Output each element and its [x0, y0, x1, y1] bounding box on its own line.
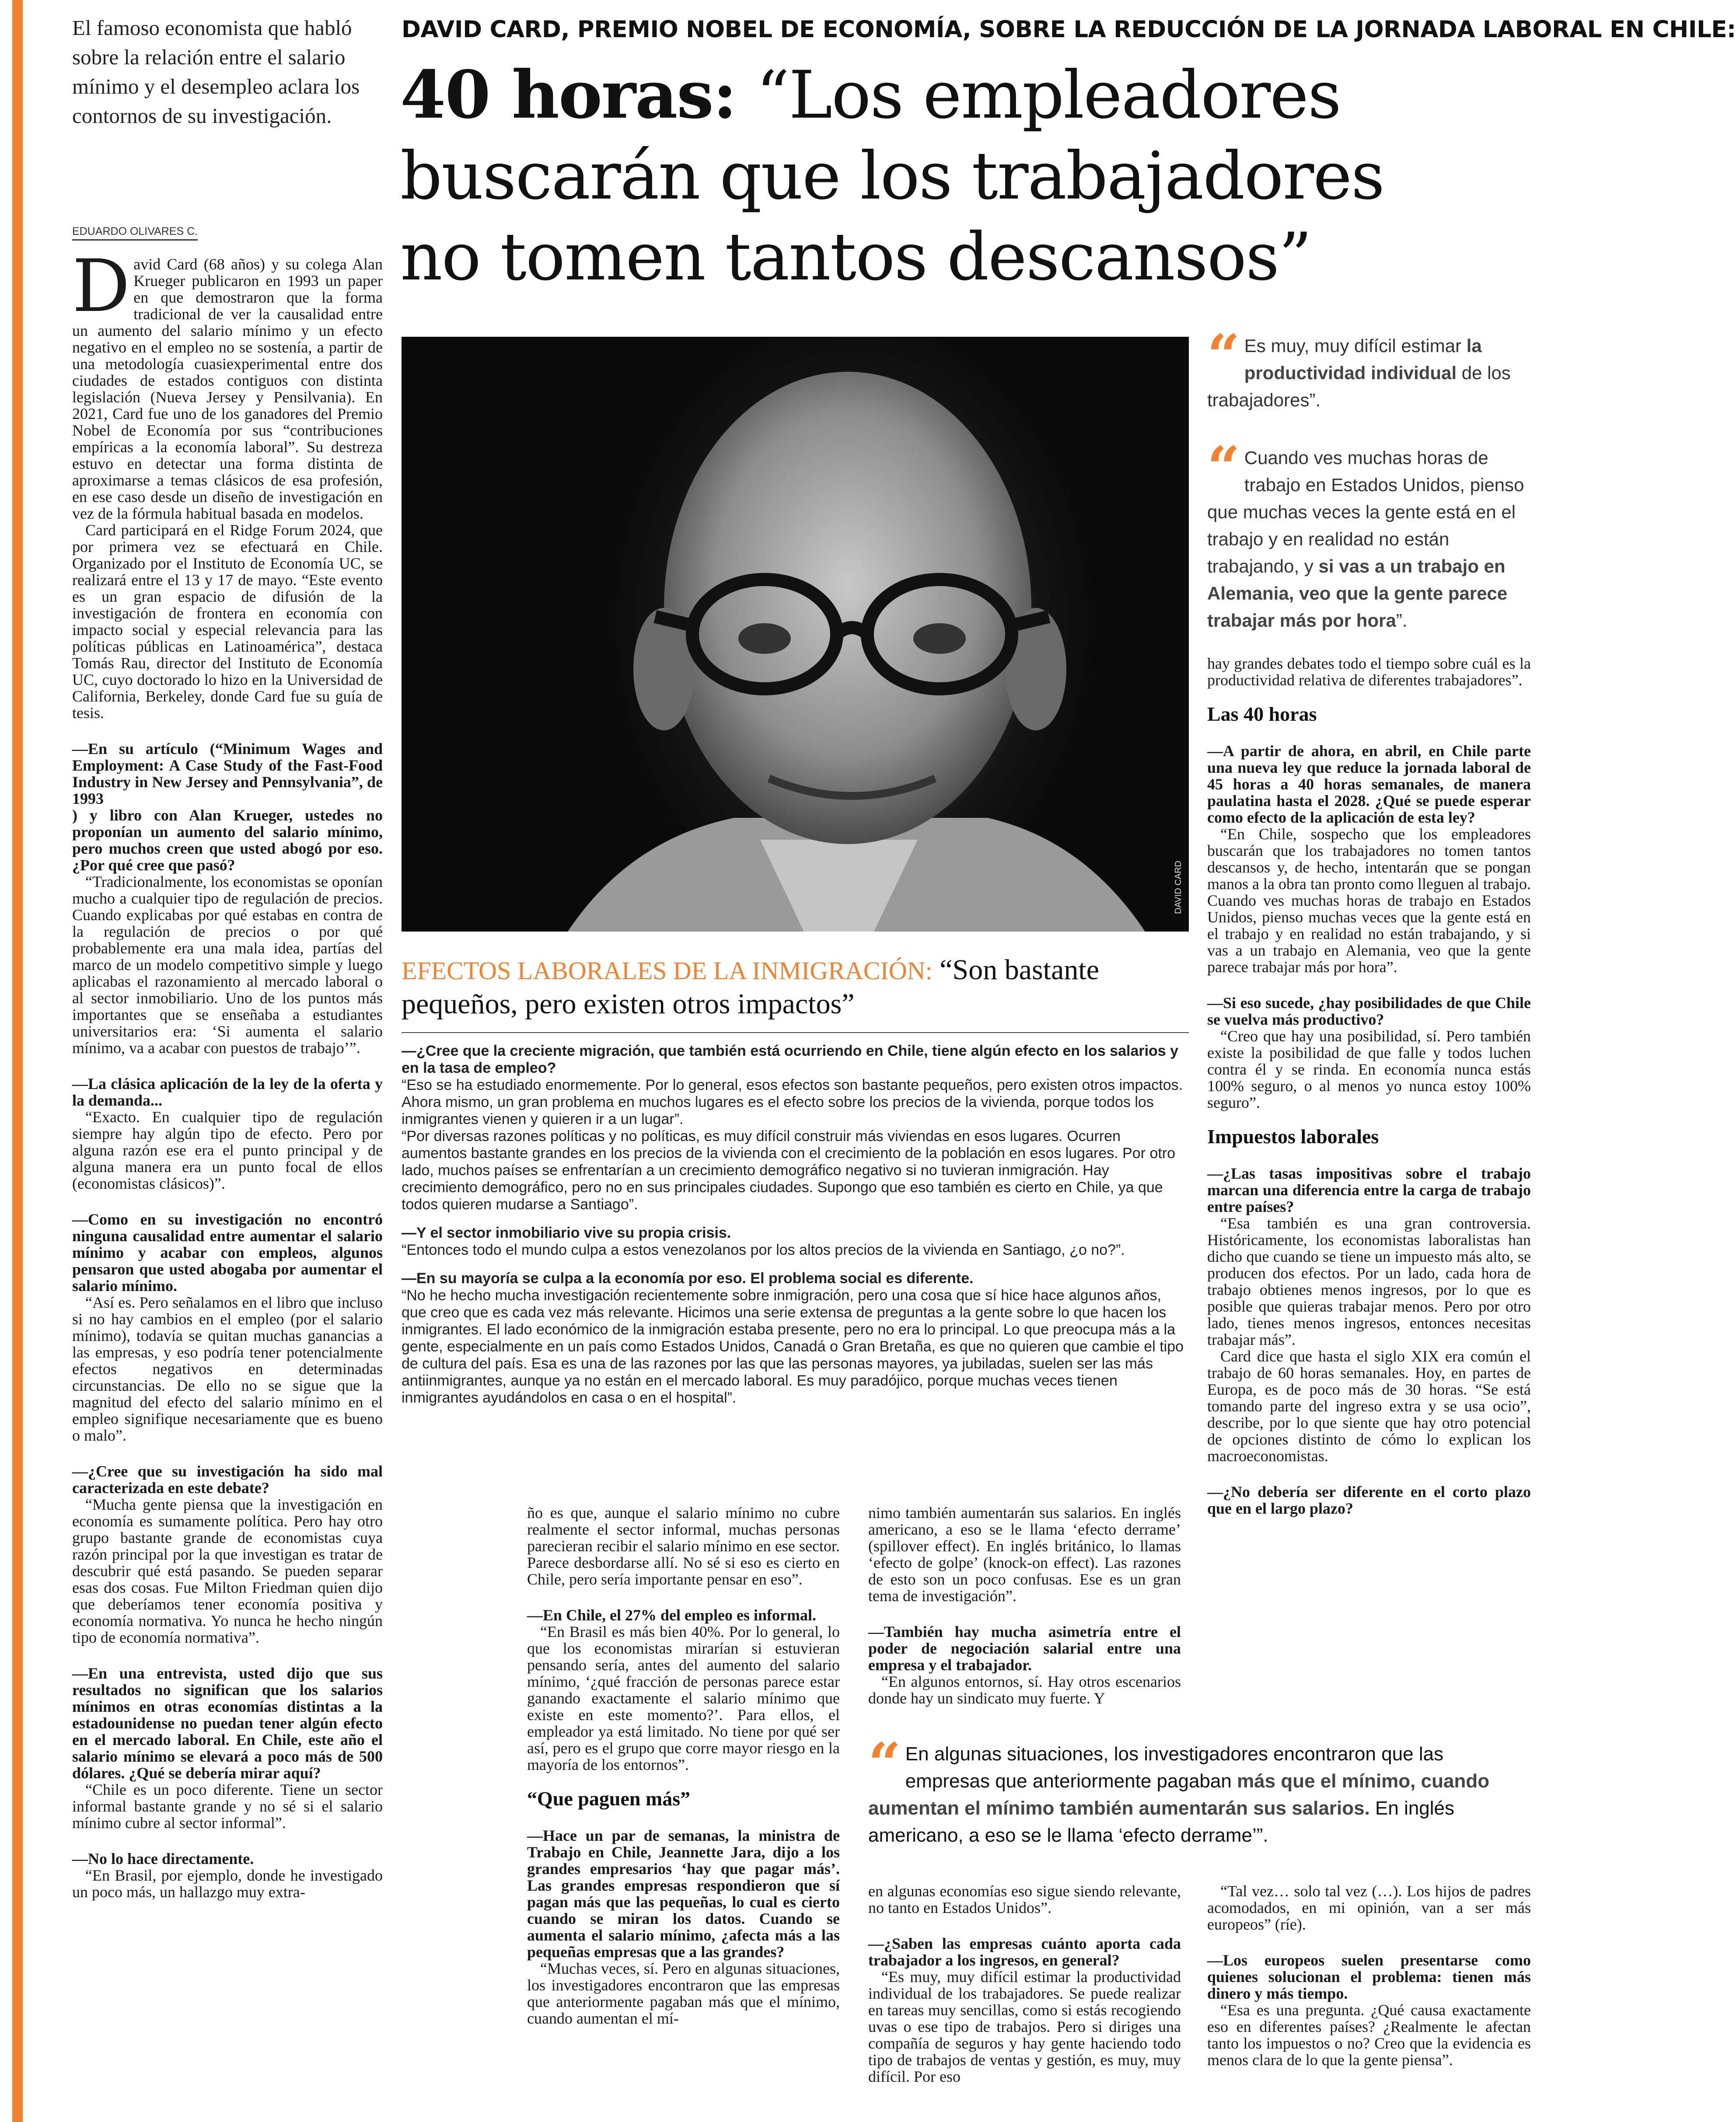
box-answer: “Eso se ha estudiado enormemente. Por lo general, esos efectos son bastante pequeños, pero existen otros impactos. Ahora mismo, un gran problema en muchos lugares es el efecto sobre los precios de la vivienda, porque todos los inmigrantes vienen y quieren ir a un lugar”.: [402, 1077, 1183, 1127]
column-2: [527, 1504, 840, 2027]
pull-quote-text: En algunas situaciones, los investigadores encontraron que las empresas que anteriormente pagaban: [905, 1743, 1444, 1792]
pull-quote-highlight: más que el mínimo, cuando aumentan el mínimo también aumentarán sus salarios.: [868, 1770, 1490, 1819]
question: —Hace un par de semanas, la ministra de Trabajo en Chile, Jeannette Jara, dijo a los grandes empresarios ‘hay que pagar más’. Las grandes empresas respondieron que sí pagan más que las pequeñas, lo cual es cierto cuando se miran los datos. Cuando se aumenta el salario mínimo, ¿afecta más a las pequeñas empresas que a las grandes?: [527, 1827, 840, 1961]
box-question: —¿Cree que la creciente migración, que también está ocurriendo en Chile, tiene algún efecto en los salarios y en la tasa de empleo?: [402, 1043, 1179, 1076]
box-answer: “No he hecho mucha investigación recientemente sobre inmigración, pero una cosa que sí hice hace algunos años, que creo que es cada vez más relevante. Hicimos una serie extensa de preguntas a la gente sobre lo que hacen los inmigrantes. El lado económico de la inmigración estaba presente, pero no era lo principal. Lo que preocupa más a la gente, especialmente en un país como Estados Unidos, Canadá o Gran Bretaña, es que no quieren que cambie el tipo de cultura del país. Esa es una de las razones por las que las personas mayores, ya jubiladas, suelen ser las más antiinmigrantes, aunque ya no están en el mercado laboral. Es muy paradójico, porque muchas veces tienen inmigrantes ayudándolos en casa o en el hospital”.: [402, 1287, 1184, 1406]
question-continued: ) y libro con Alan Krueger, ustedes no proponían un aumento del salario mínimo, pero muchos creen que usted abogó por eso. ¿Por qué cree que pasó?: [72, 806, 383, 874]
pull-quote: [868, 1730, 1533, 1849]
headline-quote: “Los empleadores buscarán que los trabajadores no tomen tantos descansos”: [400, 57, 1384, 295]
box-rule: [402, 1032, 1189, 1033]
article-intro: El famoso economista que habló sobre la relación entre el salario mínimo y el desempleo aclara los contornos de su investigación.: [72, 16, 360, 128]
question: —¿Cree que su investigación ha sido mal caracterizada en este debate?: [72, 1462, 383, 1497]
answer-continued: nimo también aumentarán sus salarios. En inglés americano, a eso se le llama ‘efecto derrame’ (spillover effect). En inglés británico, lo llamas ‘efecto de golpe’ (knock-on effect). Las razones de esto son un poco confusas. Ese es un gran tema de investigación”.: [868, 1504, 1181, 1605]
subheading: Impuestos laborales: [1207, 1125, 1379, 1148]
col1-lead-paragraph: avid Card (68 años) y su colega Alan Krueger publicaron en 1993 un paper en que demostraron que la forma tradicional de ver la causalidad entre un aumento del salario mínimo y un efecto negativo en el empleo no se sostenía, a partir de una metodología cuasiexperimental entre dos ciudades de estados contiguos con distinta legislación (Nueva Jersey y Pensilvania). En 2021, Card fue uno de los ganadores del Premio Nobel de Economía por sus “contribuciones empíricas a la economía laboral”. Su destreza estuvo en detectar una forma distinta de aproximarse a temas clásicos de esa profesión, en ese caso desde un diseño de investigación en vez de la fórmula habitual basada en modelos.: [72, 255, 383, 522]
pull-quote-hours: [1207, 434, 1531, 634]
subheading: “Que paguen más”: [527, 1787, 691, 1810]
question: —Si eso sucede, ¿hay posibilidades de que Chile se vuelva más productivo?: [1207, 994, 1531, 1028]
pull-quote-text: Es muy, muy difícil estimar: [1244, 335, 1467, 356]
answer: “Esa también es una gran controversia. Históricamente, los economistas laboralistas han dicho que cuando se tiene un impuesto más alto, se producen dos efectos. Por un lado, cada hora de trabajo obtienes menos ingresos, por lo que es posible que quieras trabajar menos. Pero por otro lado, tienes menos ingresos, entonces necesitas trabajar más”.: [1207, 1215, 1531, 1348]
answer: “En Chile, sospecho que los empleadores buscarán que los trabajadores no tomen tantos descansos y, de hecho, intentarán que se pongan manos a la obra tan pronto como lleguen al trabajo. Cuando ves muchas horas de trabajo en Estados Unidos, pienso muchas veces que la gente está en el trabajo y en realidad no están trabajando, y si vas a un trabajo en Alemania, veo que la gente parece trabajar más por hora”.: [1207, 825, 1531, 976]
question: —También hay mucha asimetría entre el poder de negociación salarial entre una empresa y el trabajador.: [868, 1623, 1181, 1674]
answer: “Así es. Pero señalamos en el libro que incluso si no hay cambios en el empleo (por el salario mínimo), todavía se quitan muchas ganancias a las empresas, y eso podría tener potencialmente efectos negativos en determinadas circunstancias. De ello no se sigue que la magnitud del efecto del salario mínimo en el empleo signifique necesariamente que es bueno o malo”.: [72, 1294, 383, 1444]
question: —En su artículo (“Minimum Wages and Employment: A Case Study of the Fast-Food Industry in New Jersey and Pennsylvania”, de 1993: [72, 740, 383, 807]
portrait-photo: [402, 337, 1189, 932]
headline: [400, 55, 1450, 298]
question: —Como en su investigación no encontró ninguna causalidad entre aumentar el salario mínimo y acabar con empleos, algunos pensaron que usted abogaba por aumentar el salario mínimo.: [72, 1211, 383, 1295]
answer-continued: hay grandes debates todo el tiempo sobre cuál es la productividad relativa de diferentes trabajadores”.: [1207, 655, 1531, 689]
col1-paragraph-2: Card participará en el Ridge Forum 2024, que por primera vez se efectuará en Chile. Organizado por el Instituto de Economía UC, se realizará entre el 13 y 17 de mayo. “Este evento es un gran espacio de difusión de la investigación de frontera en economía con impacto social y especial relevancia para las políticas públicas en Latinoamérica”, destaca Tomás Rau, director del Instituto de Economía UC, cuyo doctorado lo hizo en la Universidad de California, Berkeley, donde Card fue su guía de tesis.: [72, 521, 383, 722]
question: —Los europeos suelen presentarse como quienes solucionan el problema: tienen más dinero y más tiempo.: [1207, 1951, 1531, 2002]
box-title: [402, 953, 1189, 1021]
box-label: EFECTOS LABORALES DE LA INMIGRACIÓN:: [402, 956, 933, 985]
question: —La clásica aplicación de la ley de la oferta y la demanda...: [72, 1075, 383, 1109]
question: —¿Saben las empresas cuánto aporta cada trabajador a los ingresos, en general?: [868, 1935, 1181, 1969]
answer: “Chile es un poco diferente. Tiene un sector informal bastante grande y no sé si el salario mínimo cubre al sector informal”.: [72, 1781, 383, 1832]
quote-mark-icon: “: [868, 1730, 901, 1797]
column-3-lower: [868, 1883, 1181, 2085]
byline: EDUARDO OLIVARES C.: [72, 225, 198, 241]
answer-continued: ño es que, aunque el salario mínimo no cubre realmente el sector informal, muchas personas parecieran recibir el salario mínimo en ese sector. Parece desbordarse allí. No sé si eso es cierto en Chile, pero sería importante pensar en eso”.: [527, 1504, 840, 1588]
pull-quote-text-end: ”.: [1396, 610, 1408, 631]
box-quote: “Son bastante pequeños, pero existen otros impactos”: [402, 954, 1100, 1020]
box-question: —Y el sector inmobiliario vive su propia crisis.: [402, 1225, 731, 1241]
pull-quote-text: Cuando ves muchas horas de trabajo en Estados Unidos, pienso que muchas veces la gente está en el trabajo y en realidad no están trabajando, y: [1207, 447, 1524, 576]
answer: “Creo que hay una posibilidad, sí. Pero también existe la posibilidad de que falle y todos luchen contra él y se rinda. En economía nunca estás 100% seguro, o al menos yo nunca estoy 100% seguro”.: [1207, 1027, 1531, 1111]
answer: “Es muy, muy difícil estimar la productividad individual de los trabajadores. Se puede realizar en tareas muy sencillas, como si estás recogiendo uvas o ese tipo de trabajos. Pero si diriges una compañía de seguros y hay gente haciendo todo tipo de trabajos de ventas y gestión, es muy, muy difícil. Por eso: [868, 1968, 1181, 2085]
box-question: —En su mayoría se culpa a la economía por eso. El problema social es diferente.: [402, 1270, 974, 1287]
box-answer: “Entonces todo el mundo culpa a estos venezolanos por los altos precios de la vivienda en Santiago, ¿o no?”.: [402, 1242, 1125, 1258]
answer-continued: en algunas economías eso sigue siendo relevante, no tanto en Estados Unidos”.: [868, 1882, 1181, 1916]
kicker: DAVID CARD, PREMIO NOBEL DE ECONOMÍA, SOBRE LA REDUCCIÓN DE LA JORNADA LABORAL EN CHILE:: [402, 16, 1736, 43]
pull-quote-text-end: En inglés americano, a eso se le llama ‘efecto derrame’”.: [868, 1797, 1455, 1846]
question: —No lo hace directamente.: [72, 1850, 254, 1867]
headline-lead: 40 horas:: [400, 56, 737, 133]
question: —¿No debería ser diferente en el corto plazo que en el largo plazo?: [1207, 1483, 1531, 1517]
subheading: Las 40 horas: [1207, 703, 1317, 725]
quote-mark-icon: “: [1207, 322, 1240, 389]
answer: “En Brasil, por ejemplo, donde he investigado un poco más, un hallazgo muy extra-: [72, 1867, 383, 1901]
right-column-lower: [1207, 1883, 1531, 2068]
question: —A partir de ahora, en abril, en Chile parte una nueva ley que reduce la jornada laboral de 45 horas a 40 horas semanales, de manera paulatina hasta el 2028. ¿Qué se puede esperar como efecto de la aplicación de esta ley?: [1207, 742, 1531, 826]
question: —En Chile, el 27% del empleo es informal.: [527, 1606, 816, 1624]
question: —¿Las tasas impositivas sobre el trabajo marcan una diferencia entre la carga de trabajo entre países?: [1207, 1165, 1531, 1215]
answer: “Tradicionalmente, los economistas se oponían mucho a cualquier tipo de regulación de precios. Cuando explicabas por qué estabas en contra de la regulación de precios o por qué probablemente era una mala idea, partías del marco de un modelo competitivo simple y luego aplicabas el razonamiento al mercado laboral o al sector inmobiliario. Uno de los puntos más importantes que se enseñaba a estudiantes universitarios era: ‘Si aumenta el salario mínimo, va a acabar con puestos de trabajo’”.: [72, 873, 383, 1057]
answer: “Esa es una pregunta. ¿Qué causa exactamente eso en diferentes países? ¿Realmente le afectan tanto los impuestos o no? Creo que la evidencia es menos clara de lo que la gente piensa”.: [1207, 2001, 1531, 2069]
answer: “Exacto. En cualquier tipo de regulación siempre hay algún tipo de efecto. Pero por alguna razón ese era el punto principal y de alguna manera era un punto focal de ellos (economistas clásicos)”.: [72, 1108, 383, 1192]
pull-quote-highlight: la productividad individual: [1244, 335, 1482, 383]
box-answer: “Por diversas razones políticas y no políticas, es muy difícil construir más viviendas en esos lugares. Ocurren aumentos bastante grandes en los precios de la vivienda con el crecimiento de la población en esos lugares. Por otro lado, muchos países se enfrentarían a un crecimiento demográfico negativo si no tuvieran inmigración. Hay crecimiento demográfico, pero no en sus principales ciudades. Supongo que eso también es cierto en Chile, ya que todos quieren mudarse a Santiago”.: [402, 1128, 1176, 1213]
accent-bar: [12, 0, 23, 2122]
photo-credit: DAVID CARD: [1174, 861, 1183, 914]
pull-quote-productivity: [1207, 322, 1531, 414]
column-1: [72, 244, 383, 1901]
question: —En una entrevista, usted dijo que sus resultados no significan que los salarios mínimos en otras economías distintas a la estadounidense no puedan tener algún efecto en el mercado laboral. En Chile, este año el salario mínimo se elevará a poco más de 500 dólares. ¿Qué se debería mirar aquí?: [72, 1665, 383, 1782]
paragraph: Card dice que hasta el siglo XIX era común el trabajo de 60 horas semanales. Hoy, en partes de Europa, es de poco más de 30 horas. “Se está tomando parte del ingreso extra y se usa ocio”, describe, por lo que siente que hay otro potencial de opciones distinto de cómo lo explican los macroeconomistas.: [1207, 1347, 1531, 1465]
quote-mark-icon: “: [1207, 434, 1240, 501]
drop-cap: D: [72, 244, 130, 328]
pull-quote-text-end: de los trabajadores”.: [1207, 363, 1511, 410]
answer: “Tal vez… solo tal vez (…). Los hijos de padres acomodados, en mi opinión, van a ser más europeos” (ríe).: [1207, 1882, 1531, 1933]
answer: “En algunos entornos, sí. Hay otros escenarios donde hay un sindicato muy fuerte. Y: [868, 1673, 1181, 1707]
column-3: [868, 1504, 1181, 1707]
portrait-illustration: [402, 337, 1189, 932]
immigration-box: [402, 953, 1189, 1407]
pull-quote-highlight: si vas a un trabajo en Alemania, veo que la gente parece trabajar más por hora: [1207, 556, 1508, 631]
answer: “Mucha gente piensa que la investigación en economía es sumamente política. Pero hay otro grupo bastante grande de economistas cuya razón principal por la que investigan es tratar de descubrir qué está pasando. Se pueden separar esas dos cosas. Fue Milton Friedman quien dijo que deberíamos tener economía positiva y economía normativa. Yo nunca he hecho ningún tipo de economía normativa”.: [72, 1496, 383, 1646]
answer: “Muchas veces, sí. Pero en algunas situaciones, los investigadores encontraron que las empresas que anteriormente pagaban más que el mínimo, cuando aumentan el mí-: [527, 1960, 840, 2027]
right-column: [1207, 322, 1531, 1517]
answer: “En Brasil es más bien 40%. Por lo general, lo que los economistas mirarían si estuvieran pensando sería, antes del aumento del salario mínimo, ‘¿qué fracción de personas parece estar ganando exactamente el salario mínimo que existe en este momento?’. Para ellos, el empleador ya está limitado. No tiene por qué ser así, pero es el grupo que corre mayor riesgo en la mayoría de los entornos”.: [527, 1623, 840, 1773]
